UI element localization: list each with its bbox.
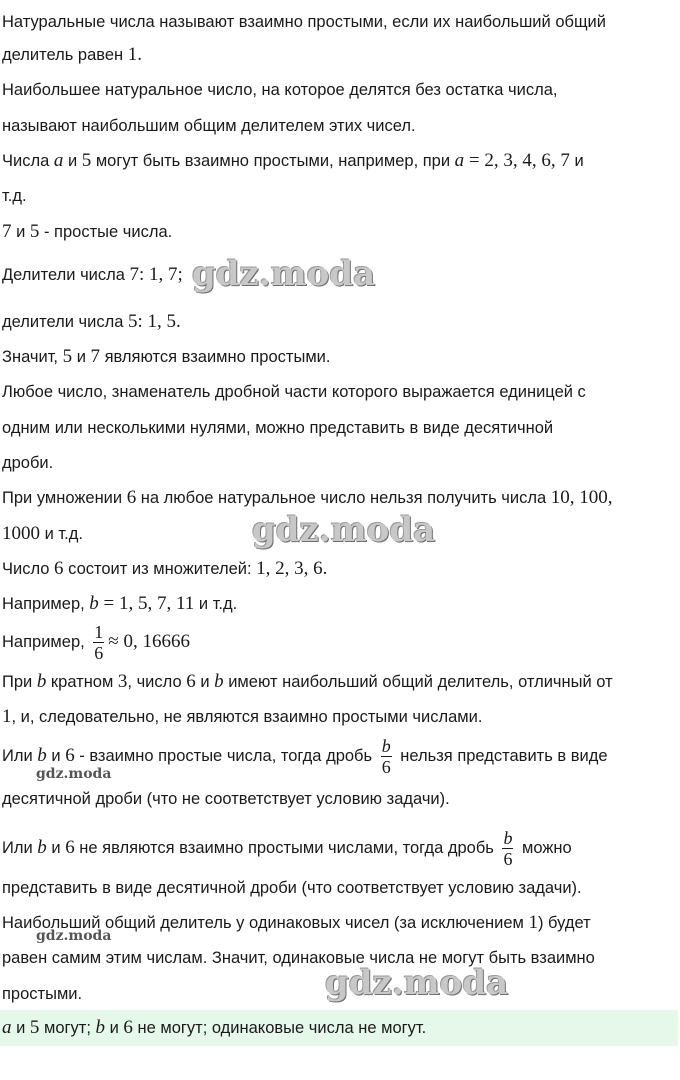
text-line: Числа a и 5 могут быть взаимно простыми, например, при a = 2, 3, 4, 6, 7 и [2, 150, 584, 171]
text-line: Наибольшее натуральное число, на которое делятся без остатка числа, [2, 81, 558, 99]
text-line: Например, $\frac{1}{6}$ ≈ 0, 16666 [2, 622, 190, 664]
text-line: одним или несколькими нулями, можно представить в виде десятичной [2, 419, 554, 437]
text-line: делители числа 5: 1, 5. [2, 311, 181, 332]
text-line: Значит, 5 и 7 являются взаимно простыми. [2, 346, 331, 367]
text-line: Например, b = 1, 5, 7, 11 и т.д. [2, 593, 238, 614]
text-line: простыми. [2, 985, 83, 1003]
text-line: Любое число, знаменатель дробной части которого выражается единицей с [2, 383, 586, 401]
text-line: равен самим этим числам. Значит, одинаковые числа не могут быть взаимно [2, 949, 595, 967]
text-line: представить в виде десятичной дроби (что соответствует условию задачи). [2, 879, 582, 897]
watermark: gdz.moda [325, 963, 509, 1003]
watermark: gdz.moda [36, 928, 112, 944]
text-line: Натуральные числа называют взаимно простыми, если их наибольший общий [2, 13, 606, 31]
text-line: При умножении 6 на любое натуральное число нельзя получить числа 10, 100, [2, 487, 613, 508]
text-line: При b кратном 3, число 6 и b имеют наибольший общий делитель, отличный от [2, 671, 613, 692]
text-line: Или b и 6 - взаимно простые числа, тогда дробь $\frac{b}{6}$ нельзя представить в виде [2, 736, 608, 778]
watermark: gdz.moda [192, 254, 376, 294]
fraction: $\frac{b}{6}$ [503, 828, 513, 870]
text-line: т.д. [2, 187, 27, 205]
text-line: делитель равен 1. [2, 44, 142, 65]
text-line: Наибольший общий делитель у одинаковых чисел (за исключением 1) будет [2, 912, 591, 933]
watermark: gdz.moda [36, 766, 112, 782]
text-line: дроби. [2, 454, 54, 472]
text-line: Число 6 состоит из множителей: 1, 2, 3, 6. [2, 558, 328, 579]
text-line: 1000 и т.д. [2, 523, 83, 544]
text-line: десятичной дроби (что не соответствует условию задачи). [2, 790, 450, 808]
text-line: Или b и 6 не являются взаимно простыми числами, тогда дробь $\frac{b}{6}$ можно [2, 828, 572, 870]
answer-line: a и 5 могут; b и 6 не могут; одинаковые числа не могут. [2, 1017, 427, 1038]
watermark: gdz.moda [252, 510, 436, 550]
text-line: называют наибольшим общим делителем этих чисел. [2, 117, 416, 135]
fraction: $\frac{b}{6}$ [381, 736, 391, 778]
text-line: 1, и, следовательно, не являются взаимно простыми числами. [2, 706, 483, 727]
answer-box [0, 1010, 678, 1046]
text-line: Делители числа 7: 1, 7; [2, 264, 183, 285]
fraction: $\frac{1}{6}$ [94, 622, 104, 664]
text-line: 7 и 5 - простые числа. [2, 221, 173, 242]
